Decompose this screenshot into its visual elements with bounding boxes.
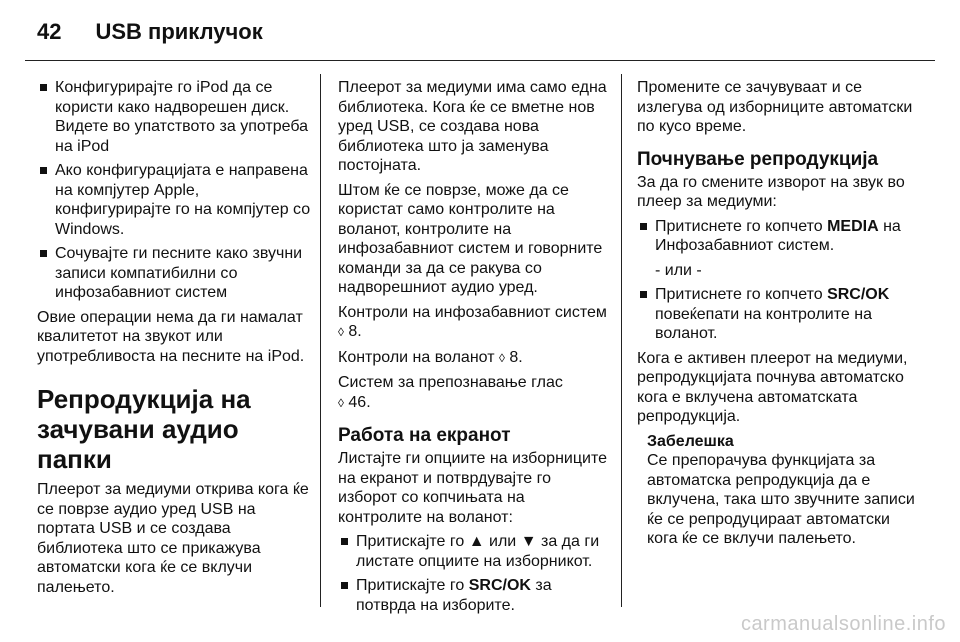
watermark: carmanualsonline.info xyxy=(740,613,946,635)
key-label: SRC/OK xyxy=(468,577,531,594)
paragraph: За да го смените изворот на звук во плеер за медиуми: xyxy=(637,173,905,210)
bullet-icon xyxy=(341,538,348,545)
page-number: 42 xyxy=(37,19,62,44)
list-item: Сочувајте ги песните како звучни записи компатибилни со инфозабавниот систем xyxy=(37,244,312,303)
list-item: Притискајте го ▲ или ▼ за да ги листате опциите на изборникот. xyxy=(338,532,608,571)
reference-arrow-icon: ◊ xyxy=(338,325,344,339)
reference-line: Контроли на воланот ◊ 8. xyxy=(338,348,523,366)
note-box xyxy=(637,432,917,549)
list-item: Притиснете го копчето MEDIA на Инфозабавниот систем. xyxy=(637,217,917,256)
up-arrow-icon: ▲ xyxy=(468,533,485,550)
paragraph: Плеерот за медиуми открива кога ќе се поврзе аудио уред USB на портата USB и се создава библиотека што се прикажува автоматски кога ќе се вклучи палењето. xyxy=(37,481,309,596)
column-divider xyxy=(621,74,622,607)
key-label: SRC/OK xyxy=(827,286,890,303)
column-2 xyxy=(338,78,608,620)
column-3 xyxy=(637,78,917,549)
header-divider xyxy=(25,60,935,61)
note-title: Забелешка xyxy=(647,432,734,450)
paragraph: Штом ќе се поврзе, може да се користат само контролите на воланот, контролите на инфозабавниот систем и говорните команди за да се ракува со надворешниот аудио уред. xyxy=(338,181,603,296)
reference-arrow-icon: ◊ xyxy=(338,395,344,410)
paragraph: Листајте ги опциите на изборниците на екранот и потврдувајте го изборот со копчињата на контролите на воланот: xyxy=(338,450,607,526)
or-separator: - или - xyxy=(655,261,702,279)
paragraph: Кога е активен плеерот на медиуми, репродукцијата почнува автоматско кога е вклучена автоматската репродукција. xyxy=(637,349,908,425)
bullet-icon xyxy=(341,582,348,589)
paragraph: Промените се зачувуваат и се излегува од изборниците автоматски по кусо време. xyxy=(637,79,913,135)
column-1 xyxy=(37,78,312,602)
down-arrow-icon: ▼ xyxy=(520,533,537,550)
reference-arrow-icon: ◊ xyxy=(499,350,505,365)
bullet-icon xyxy=(40,84,47,91)
list-item: Притискајте го SRC/OK за потврда на изборите. xyxy=(338,576,608,615)
key-label: MEDIA xyxy=(827,217,879,235)
paragraph: Овие операции нема да ги намалат квалитетот на звукот или употребливоста на песните на iPod. xyxy=(37,308,305,365)
paragraph: Плеерот за медиуми има само една библиотека. Кога ќе се вметне нов уред USB, се создава нова библиотека што ја заменува постојната. xyxy=(338,79,607,174)
note-text: Се препорачува функцијата за автоматска репродукција да е вклучена, така што звучните записи ќе се репродуцираат автоматски кога ќе се вклучи палењето. xyxy=(647,452,915,547)
section-heading: Репродукција на зачувани аудио папки xyxy=(37,384,251,474)
section-heading: Почнување репродукција xyxy=(637,148,879,170)
bullet-icon xyxy=(640,291,647,298)
reference-line: Контроли на инфозабавниот систем ◊ 8. xyxy=(338,303,607,340)
bullet-icon xyxy=(40,167,47,174)
column-divider xyxy=(320,74,321,607)
reference-line: Систем за препознавање глас ◊ 46. xyxy=(338,374,563,411)
list-item: Притиснете го копчето SRC/OK повеќепати на контролите на воланот. xyxy=(637,285,917,344)
bullet-icon xyxy=(640,223,647,230)
list-item: Ако конфигурацијата е направена на компјутер Apple, конфигурирајте го на компјутер со Windows. xyxy=(37,161,312,239)
section-heading: Работа на екранот xyxy=(338,425,511,446)
page-header xyxy=(37,12,263,52)
page-title: USB приклучок xyxy=(95,19,263,44)
bullet-icon xyxy=(40,250,47,257)
list-item: Конфигурирајте го iPod да се користи како надворешен диск. Видете во упатството за употреба на iPod xyxy=(37,78,312,156)
